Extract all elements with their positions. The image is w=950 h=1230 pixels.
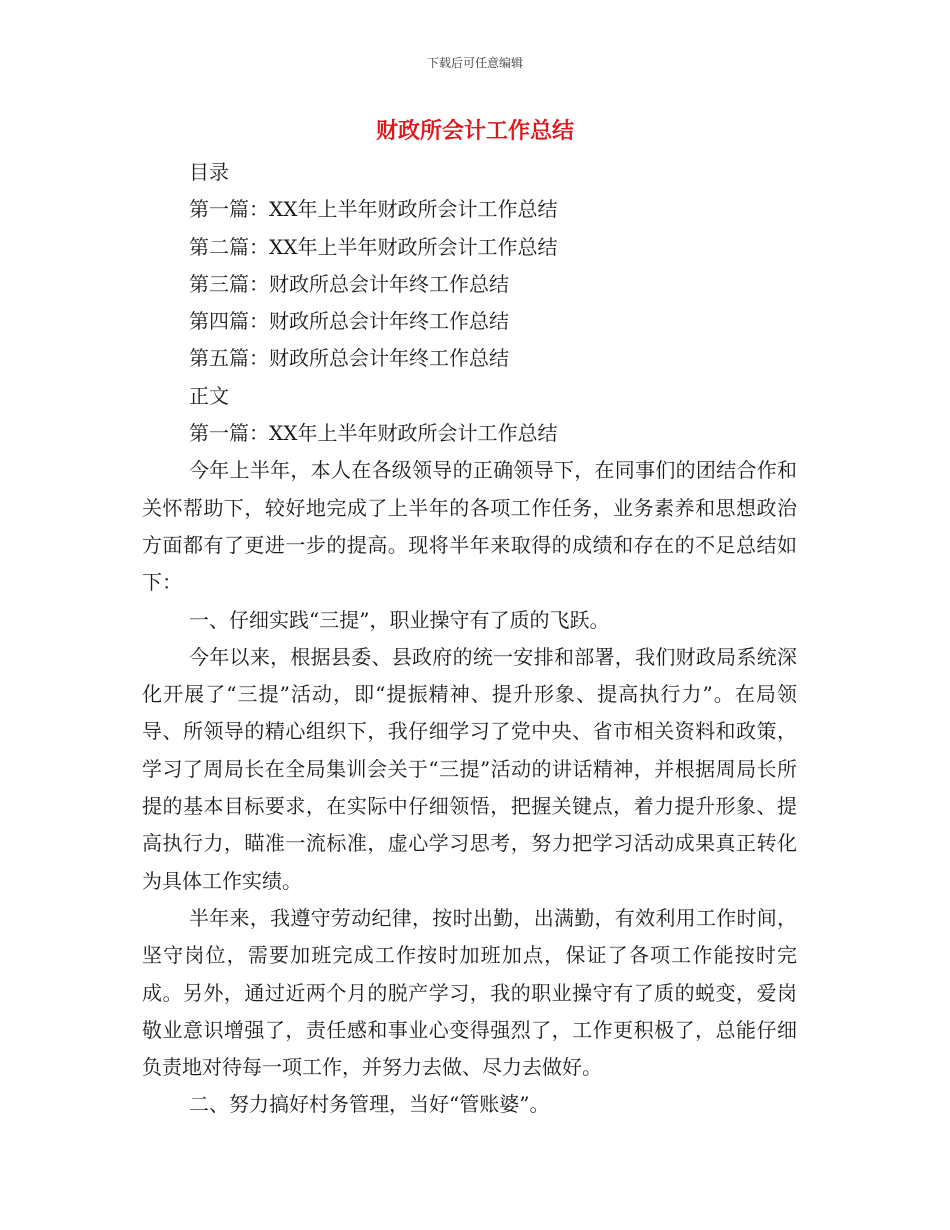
section-title: 第一篇：XX年上半年财政所会计工作总结: [189, 421, 558, 446]
paragraph-intro: 今年上半年，本人在各级领导的正确领导下，在同事们的团结合作和关怀帮助下，较好地完成了上半年的各项工作任务，业务素养和思想政治方面都有了更进一步的提高。现将半年来取得的成绩和存在的不足总结如下：: [142, 458, 797, 595]
section-heading-2: 二、努力搞好村务管理，当好“管账婆”。: [189, 1092, 550, 1117]
section-heading-1: 一、仔细实践“三提”，职业操守有了质的飞跃。: [189, 607, 610, 632]
toc-item-3[interactable]: 第三篇：财政所总会计年终工作总结: [189, 271, 509, 296]
body-label: 正文: [189, 383, 229, 408]
toc-item-5[interactable]: 第五篇：财政所总会计年终工作总结: [189, 346, 509, 371]
document-body: [142, 154, 797, 1124]
page-header-note: 下载后可任意编辑: [426, 56, 523, 70]
toc-item-1[interactable]: 第一篇：XX年上半年财政所会计工作总结: [189, 197, 558, 222]
toc-item-2[interactable]: 第二篇：XX年上半年财政所会计工作总结: [189, 234, 558, 259]
paragraph-sanli: 今年以来，根据县委、县政府的统一安排和部署，我们财政局系统深化开展了“三提”活动，即“提振精神、提升形象、提高执行力”。在局领导、所领导的精心组织下，我仔细学习了党中央、省市相关资料和政策，学习了周局长在全局集训会关于“三提”活动的讲话精神，并根据周局长所提的基本目标要求，在实际中仔细领悟，把握关键点，着力提升形象、提高执行力，瞄准一流标准，虚心学习思考，努力把学习活动成果真正转化为具体工作实绩。: [142, 644, 797, 893]
document-title: 财政所会计工作总结: [375, 119, 574, 144]
toc-item-4[interactable]: 第四篇：财政所总会计年终工作总结: [189, 309, 509, 334]
paragraph-discipline: 半年来，我遵守劳动纪律，按时出勤，出满勤，有效利用工作时间，坚守岗位，需要加班完成工作按时加班加点，保证了各项工作能按时完成。另外，通过近两个月的脱产学习，我的职业操守有了质的蜕变，爱岗敬业意识增强了，责任感和事业心变得强烈了，工作更积极了，总能仔细负责地对待每一项工作，并努力去做、尽力去做好。: [142, 905, 797, 1080]
toc-label: 目录: [189, 160, 229, 184]
